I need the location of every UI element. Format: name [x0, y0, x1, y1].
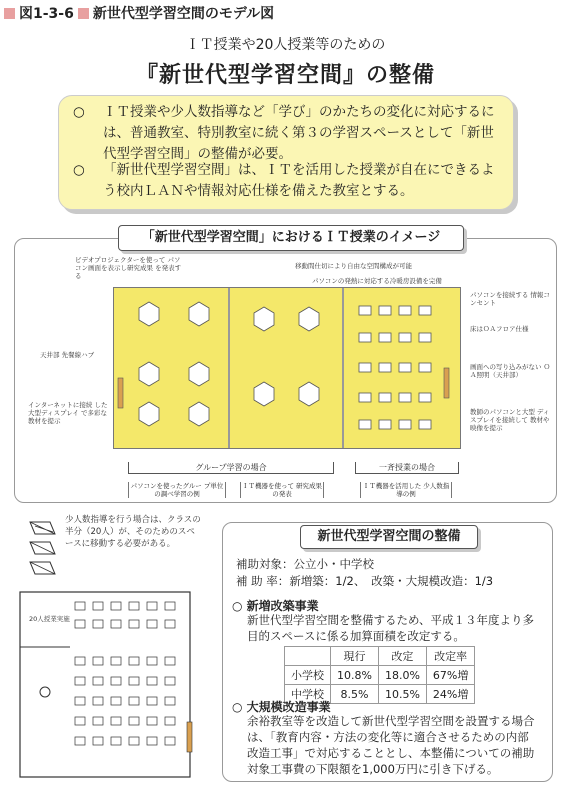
circle-bullet-icon: ○ [232, 599, 243, 613]
subsidy-rate [236, 573, 493, 589]
annotation-internet: インターネットに接続 した大型ディスプレイ で多彩な教材を提示 [28, 401, 108, 425]
table-cell: 24%増 [426, 685, 474, 704]
subsidy-rate-label: 補 助 率： [236, 574, 290, 588]
annotation-pc-outlet: パソコンを接続する 情報コンセント [470, 291, 550, 307]
table-header-row [285, 647, 475, 666]
classroom-floor-plan [113, 287, 461, 449]
subsidy-target [236, 556, 374, 572]
circle-bullet-icon: ○ [73, 104, 85, 120]
small-group-illustration [15, 512, 205, 782]
new-build-heading-text: 新増改築事業 [246, 599, 319, 613]
renovation-text: 余裕教室等を改造して新世代型学習空間を設置する場合は、「教育内容・方法の変化等に適合させるための内部改造工事」で対応することとし、本整備についての補助対象工事費の下限額を1,000万円に引き下げる。 [247, 714, 535, 776]
table-cell: 67%増 [426, 666, 474, 685]
figure-heading [4, 3, 274, 23]
subsidy-target-label: 補助対象： [236, 557, 294, 571]
circle-bullet-icon: ○ [232, 700, 243, 714]
figure-label: 図1-3-6 [19, 6, 74, 22]
table-row [285, 666, 475, 685]
small-group-room-label: 20人授業実施 [29, 615, 70, 623]
table-header: 改定 [378, 647, 426, 666]
table-cell: 10.5% [378, 685, 426, 704]
pink-square-icon [78, 8, 89, 19]
pink-square-icon [4, 8, 15, 19]
subtitle: ＩＴ授業や20人授業等のための [185, 37, 386, 53]
page-title: 『新世代型学習空間』の整備 [135, 63, 435, 88]
whole-class-label: 一斉授業の場合 [355, 462, 459, 474]
table-cell: 8.5% [331, 685, 379, 704]
caption-presentation: ＩＴ機器を使って 研究成果の発表 [241, 482, 323, 498]
info-box-title: 新世代型学習空間の整備 [300, 525, 478, 549]
furniture-illustration [114, 288, 460, 448]
circle-bullet-icon: ○ [73, 162, 85, 178]
annotation-cooling: パソコンの発熱に対応する冷暖房設備を完備 [312, 277, 442, 285]
table-cell: 10.8% [331, 666, 379, 685]
annotation-oa-lighting: 画面への写り込みがない ＯＡ照明（天井部） [470, 363, 551, 379]
table-header: 現行 [331, 647, 379, 666]
table-cell: 18.0% [378, 666, 426, 685]
table-header: 改定率 [426, 647, 474, 666]
caption-small-group: ＩＴ機器を活用した 少人数指導の例 [360, 482, 452, 498]
renovation-heading-text: 大規模改造事業 [246, 700, 331, 714]
summary-box [58, 95, 514, 210]
figure-title: 新世代型学習空間のモデル図 [92, 6, 275, 22]
area-ratio-table [284, 646, 475, 704]
small-group-plan [15, 512, 205, 782]
table-cell: 中学校 [285, 685, 331, 704]
table-header [285, 647, 331, 666]
small-group-note: 少人数指導を行う場合は、クラスの半分（20人）が、そのためのスペースに移動する必要がある。 [65, 515, 201, 549]
annotation-ceiling-hub: 天井部 先餐線ハブ [40, 351, 95, 359]
subsidy-rate-value: 新増築：1/2、 改築・大規模改造：1/3 [289, 574, 494, 588]
summary-item [73, 160, 503, 202]
table-cell: 小学校 [285, 666, 331, 685]
annotation-movable-partition: 移動間仕切により自由な空間構成が可能 [295, 262, 412, 270]
annotation-teacher-pc: 教師のパソコンと大型 ディスプレイを接続して 教材や映像を提示 [470, 408, 550, 432]
group-learning-label: グループ学習の場合 [128, 462, 334, 474]
image-section-title: 「新世代型学習空間」におけるＩＴ授業のイメージ [118, 225, 464, 251]
annotation-oa-floor: 床はＯＡフロア仕様 [470, 325, 529, 333]
subsidy-target-value: 公立小・中学校 [293, 557, 374, 571]
caption-group-research: パソコンを使ったグルー プ単位の調べ学習の例 [128, 482, 226, 498]
annotation-video-projector: ビデオプロジェクターを使って パソコン画面を表示し研究成果 を発表する [75, 256, 182, 280]
summary-text: ＩＴ授業や少人数指導など「学び」のかたちの変化に対応するには、普通教室、特別教室に続く第３の学習スペースとして「新世代型学習空間」の整備が必要。 [103, 104, 495, 162]
summary-item [73, 102, 503, 165]
new-build-text: 新世代型学習空間を整備するため、平成１３年度より多目的スペースに係る加算面積を改定する。 [247, 613, 535, 643]
summary-text: 「新世代型学習空間」は、ＩＴを活用した授業が自在にできるよう校内ＬＡＮや情報対応仕様を備えた教室とする。 [103, 162, 495, 199]
